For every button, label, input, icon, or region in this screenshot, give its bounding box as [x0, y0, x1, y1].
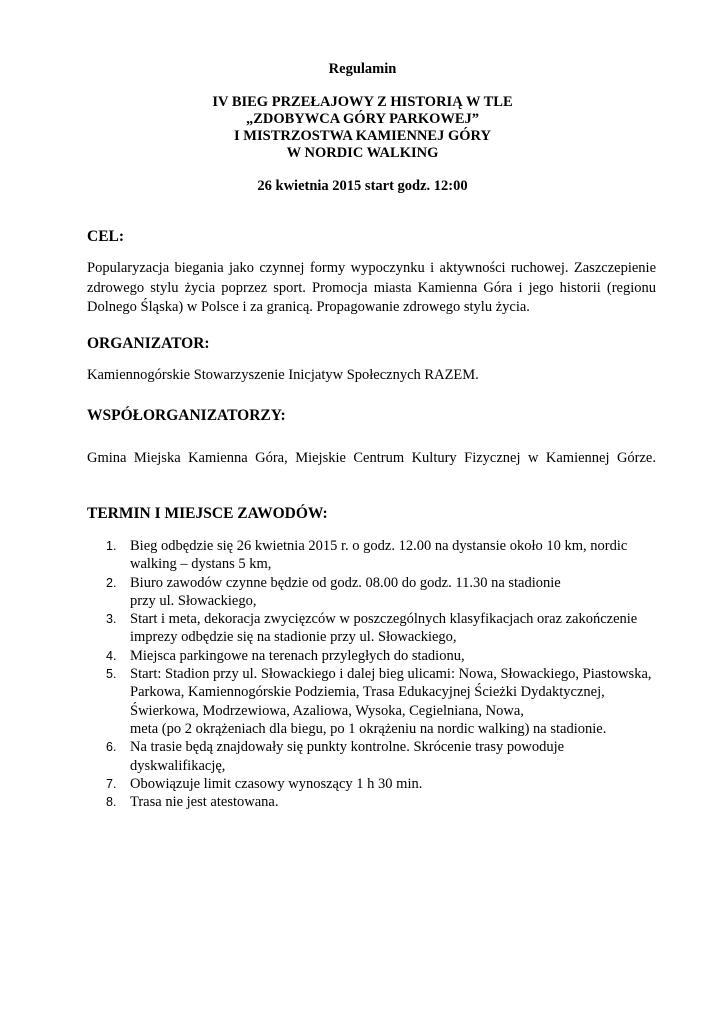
list-item [0, 574, 725, 611]
list-item-line: Obowiązuje limit czasowy wynoszący 1 h 30 min. [130, 775, 423, 792]
list-item-line: meta (po 2 okrążeniach dla biegu, po 1 okrążeniu na nordic walking) na stadionie. [130, 720, 607, 737]
list-item-line: Parkowa, Kamiennogórskie Podziemia, Trasa Edukacyjnej Ścieżki Dydaktycznej, [130, 684, 605, 701]
event-title-line: „ZDOBYWCA GÓRY PARKOWEJ” [245, 111, 480, 127]
event-title [0, 94, 725, 162]
list-item [0, 610, 725, 647]
list-item [0, 647, 725, 665]
list-item [0, 738, 725, 775]
section-text-organizator [87, 366, 656, 386]
event-date: 26 kwietnia 2015 start godz. 12:00 [257, 178, 468, 194]
paragraph-line: Kamiennogórskie Stowarzyszenie Inicjatyw Społecznych RAZEM. [87, 367, 479, 383]
list-item [0, 793, 725, 811]
list-item-number: 5. [106, 667, 117, 682]
list-item-line: walking – dystans 5 km, [130, 556, 272, 573]
list-item-line: Start: Stadion przy ul. Słowackiego i dalej bieg ulicami: Nowa, Słowackiego, Piastowska, [130, 666, 652, 683]
termin-list [0, 537, 725, 811]
list-item [0, 537, 725, 574]
list-item-line: przy ul. Słowackiego, [130, 592, 257, 609]
list-item [0, 775, 725, 793]
list-item-line: Biuro zawodów czynne będzie od godz. 08.00 do godz. 11.30 na stadionie [130, 574, 561, 591]
list-item-line: Start i meta, dekoracja zwycięzców w poszczególnych klasyfikacjach oraz zakończenie [130, 611, 638, 628]
event-title-line: IV BIEG PRZEŁAJOWY Z HISTORIĄ W TLE [212, 94, 513, 110]
list-item [0, 665, 725, 738]
list-item-number: 1. [106, 539, 117, 553]
paragraph-line: Gmina Miejska Kamienna Góra, Miejskie Centrum Kultury Fizycznej w Kamiennej Górze. [87, 450, 656, 466]
list-item-line: Na trasie będą znajdowały się punkty kontrolne. Skrócenie trasy powoduje [130, 739, 565, 756]
list-item-number: 4. [106, 648, 117, 663]
list-item-number: 8. [106, 795, 117, 810]
section-heading-wspolorganizatorzy: WSPÓŁORGANIZATORZY: [87, 407, 286, 424]
list-item-line: Trasa nie jest atestowana. [130, 794, 279, 811]
list-item-line: Bieg odbędzie się 26 kwietnia 2015 r. o godz. 12.00 na dystansie około 10 km, nordic [130, 538, 628, 554]
list-item-line: Świerkowa, Modrzewiowa, Azaliowa, Wysoka, Cegielniana, Nowa, [130, 702, 524, 719]
section-heading-organizator: ORGANIZATOR: [87, 335, 210, 352]
event-title-line: I MISTRZOSTWA KAMIENNEJ GÓRY [234, 128, 491, 144]
list-item-number: 6. [106, 740, 117, 755]
event-title-line: W NORDIC WALKING [286, 145, 439, 161]
paragraph-line: Popularyzacja biegania jako czynnej formy wypoczynku i aktywności ruchowej. Zaszczepienie [87, 260, 656, 276]
paragraph-line: zdrowego stylu życia poprzez sport. Promocja miasta Kamienna Góra i jego historii (regionu [87, 279, 656, 296]
section-text-wspolorganizatorzy [87, 449, 656, 469]
list-item-line: Miejsca parkingowe na terenach przyległych do stadionu, [130, 647, 465, 664]
document-title: Regulamin [328, 61, 397, 77]
section-text-cel [87, 259, 656, 318]
list-item-number: 3. [106, 612, 117, 627]
section-heading-cel: CEL: [87, 228, 125, 245]
section-heading-termin: TERMIN I MIEJSCE ZAWODÓW: [87, 505, 328, 522]
list-item-line: imprezy odbędzie się na stadionie przy ul. Słowackiego, [130, 629, 457, 646]
list-item-number: 2. [106, 575, 117, 590]
paragraph-line: Dolnego Śląska) w Polsce i za granicą. Propagowanie zdrowego stylu życia. [87, 299, 530, 315]
list-item-line: dyskwalifikację, [130, 757, 226, 774]
list-item-number: 7. [106, 776, 117, 791]
